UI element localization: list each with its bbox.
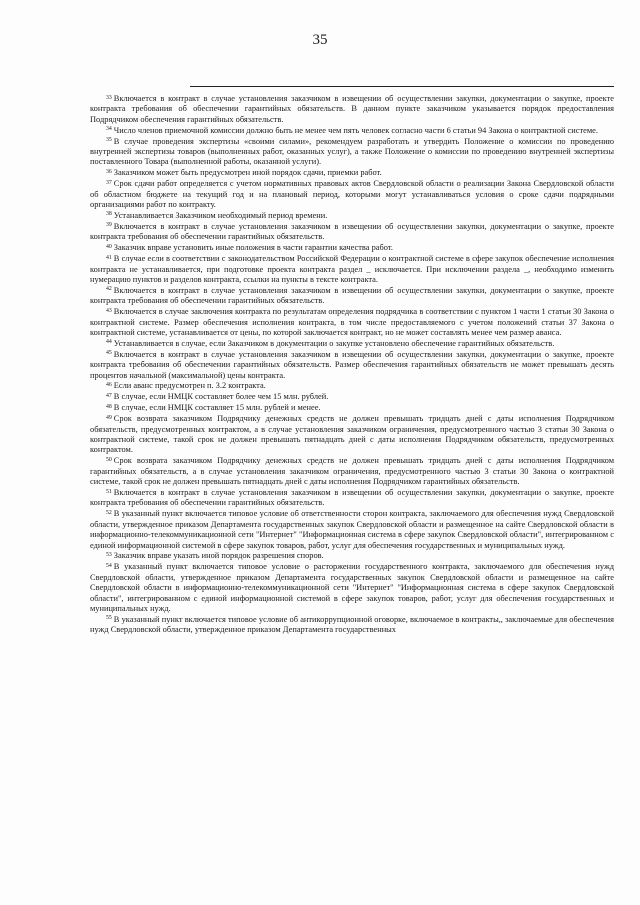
footnote-text: Заказчик вправе установить иные положения в части гарантии качества работ. — [113, 243, 393, 253]
footnote-number: 42 — [106, 286, 112, 293]
footnote-number: 55 — [106, 615, 112, 622]
footnote-text: Если аванс предусмотрен п. 3.2 контракта. — [113, 381, 266, 391]
footnote-number: 52 — [106, 509, 112, 516]
footnote-35 — [90, 137, 614, 168]
footnote-text: Включается в контракт в случае установления заказчиком в извещении об осуществлении закупки, документации о закупке, проекте контракта требования об обеспечении гарантийных обязательств. В данном пункте заказчиком указывается порядок предоставления Подрядчиком обеспечения гарантийных обязательств. — [90, 94, 614, 124]
footnote-text: В случае проведения экспертизы «своими силами», рекомендуем разработать и утвердить Положение о комиссии по проведению внутренней экспертизы товаров (выполненных работ, оказанных услуг), а также Положение о комиссии по проведению внутренней экспертизы поставленного Товара (выполненной работы, оказанной услуги). — [90, 136, 614, 167]
footnote-number: 38 — [106, 211, 112, 218]
footnote-number: 39 — [106, 222, 112, 229]
footnote-text: В указанный пункт включается типовое условие о расторжении государственного контракта, заключаемого для обеспечения нужд Свердловской области, утвержденное приказом Департамента государственных закупок Свердловской области и размещенное на сайте Свердловской области в информационно-телекоммуникационной сети "Интернет" "Информационная система в сфере закупок Свердловской области", интегрированном с единой информационной системой в сфере закупок товаров, работ, услуг для обеспечения государственных и муниципальных нужд. — [90, 562, 614, 613]
footnote-text: Число членов приемочной комиссии должно быть не менее чем пять человек согласно части 6 статьи 94 Закона о контрактной системе. — [113, 125, 598, 135]
footnote-number: 51 — [106, 488, 112, 495]
footnote-number: 53 — [106, 551, 112, 558]
footnote-number: 43 — [106, 307, 112, 314]
footnote-number: 45 — [106, 350, 112, 357]
footnote-text: Включается в контракт в случае установления заказчиком в извещении об осуществлении закупки, документации о закупке, проекте контракта требования об обеспечении гарантийных обязательств. — [90, 285, 614, 306]
footnote-separator — [190, 86, 614, 87]
footnote-46 — [90, 381, 614, 391]
footnotes-list — [90, 94, 614, 636]
footnote-text: Заказчиком может быть предусмотрен иной порядок сдачи, приемки работ. — [113, 168, 382, 178]
footnote-49 — [90, 414, 614, 456]
footnote-44 — [90, 339, 614, 349]
footnote-number: 34 — [106, 126, 112, 133]
footnote-text: Срок возврата заказчиком Подрядчику денежных средств не должен превышать тридцать дней с даты исполнения Подрядчиком гарантийных обязательств, а в случае установления заказчиком ограничения, предусмотренного частью 3 статьи 30 Закона о контрактной системе, такой срок не должен превышать пятнадцать дней с даты исполнения Подрядчиком гарантийных обязательств. — [90, 456, 614, 487]
footnote-text: Включается в контракт в случае установления заказчиком в извещении об осуществлении закупки, документации о закупке, проекте контракта требования об обеспечении гарантийных обязательств. Размер обеспечения гарантийных обязательств не может превышать десять процентов начальной (максимальной) цены контракта. — [90, 349, 614, 380]
footnote-text: Срок возврата заказчиком Подрядчику денежных средств не должен превышать тридцать дней с даты исполнения Подрядчиком обязательств, предусмотренных контрактом, а в случае установления заказчиком ограничения, предусмотренного частью 3 статьи 30 Закона о контрактной системе, такой срок не должен превышать пятнадцать дней с даты исполнения Подрядчиком обязательств, предусмотренных контрактом. — [90, 414, 614, 455]
footnote-33 — [90, 94, 614, 125]
footnote-number: 54 — [106, 562, 112, 569]
footnote-text: Устанавливается в случае, если Заказчиком в документации о закупке установлено обеспечение гарантийных обязательств. — [113, 338, 555, 348]
footnote-number: 36 — [106, 168, 112, 175]
footnote-number: 46 — [106, 381, 112, 388]
footnote-text: Включается в контракт в случае установления заказчиком в извещении об осуществлении закупки, документации о закупке, проекте контракта требования об обеспечении гарантийных обязательств. — [90, 488, 614, 508]
footnote-51 — [90, 488, 614, 509]
footnote-text: В случае, если НМЦК составляет более чем 15 млн. рублей. — [113, 392, 329, 402]
footnote-39 — [90, 222, 614, 243]
footnote-text: В случае, если НМЦК составляет 15 млн. рублей и менее. — [113, 403, 321, 413]
footnote-40 — [90, 243, 614, 253]
footnote-number: 48 — [106, 403, 112, 410]
footnote-number: 37 — [106, 179, 112, 186]
footnote-52 — [90, 509, 614, 551]
footnote-number: 35 — [106, 137, 112, 144]
page-number: 35 — [312, 32, 328, 48]
footnote-text: Включается в контракт в случае установления заказчиком в извещении об осуществлении закупки, документации о закупке, проекте контракта требования об обеспечении гарантийных обязательств. — [90, 221, 614, 242]
footnote-number: 50 — [106, 456, 112, 463]
footnote-text: В указанный пункт включается типовое условие об антикоррупционной оговорке, включаемое в контракты,, заключаемые для обеспечения нужд Свердловской области, утвержденное приказом Департамента государственных — [90, 614, 614, 635]
footnote-48 — [90, 403, 614, 413]
footnote-text: Заказчик вправе указать иной порядок разрешения споров. — [113, 551, 324, 561]
footnote-number: 40 — [106, 243, 112, 250]
footnote-55 — [90, 615, 614, 636]
footnote-number: 41 — [106, 254, 112, 261]
footnote-text: Срок сдачи работ определяется с учетом нормативных правовых актов Свердловской области о реализации Закона Свердловской области об областном бюджете на текущий год и на плановый период, которыми могут устанавливаться условия о сроке сдачи подрядными организациями работ по контракту. — [90, 179, 614, 210]
footnote-number: 44 — [106, 339, 112, 346]
footnote-45 — [90, 350, 614, 381]
footnote-34 — [90, 126, 614, 136]
footnote-number: 33 — [106, 94, 112, 101]
footnote-41 — [90, 254, 614, 285]
footnote-text: Включается в случае заключения контракта по результатам определения подрядчика в соответствии с пунктом 1 части 1 статьи 30 Закона о контрактной системе. Размер обеспечения исполнения контракта, в том числе предоставляемого с учетом положений статьи 37 Закона о контрактной системе, устанавливается от цены, по которой заключается контракт, но не может составлять менее чем размер аванса. — [90, 307, 614, 337]
footnote-number: 49 — [106, 414, 112, 421]
footnote-text: В случае если в соответствии с законодательством Российской Федерации о контрактной системе в сфере закупок обеспечение исполнения контракта не устанавливается, при подготовке проекта контракта раздел _ исключается. При исключении раздела _, необходимо изменить нумерацию пунктов и разделов контракта, ссылки на пункты в тексте контракта. — [90, 254, 614, 284]
footnote-42 — [90, 286, 614, 307]
footnote-text: Устанавливается Заказчиком необходимый период времени. — [113, 210, 328, 220]
footnote-43 — [90, 307, 614, 338]
footnote-37 — [90, 179, 614, 210]
footnote-53 — [90, 551, 614, 561]
footnote-text: В указанный пункт включается типовое условие об ответственности сторон контракта, заключаемого для обеспечения нужд Свердловской области, утвержденное приказом Департамента государственных закупок Свердловской области и размещенное на сайте Свердловской области в информационно-телекоммуникационной сети "Интернет" "Информационная система в сфере закупок Свердловской области", интегрированном с единой информационной системой в сфере закупок товаров, работ, услуг для обеспечения государственных и муниципальных нужд. — [90, 509, 614, 550]
footnote-number: 47 — [106, 392, 112, 399]
footnote-54 — [90, 562, 614, 614]
footnote-50 — [90, 456, 614, 487]
footnote-38 — [90, 211, 614, 221]
footnote-36 — [90, 168, 614, 178]
footnote-47 — [90, 392, 614, 402]
